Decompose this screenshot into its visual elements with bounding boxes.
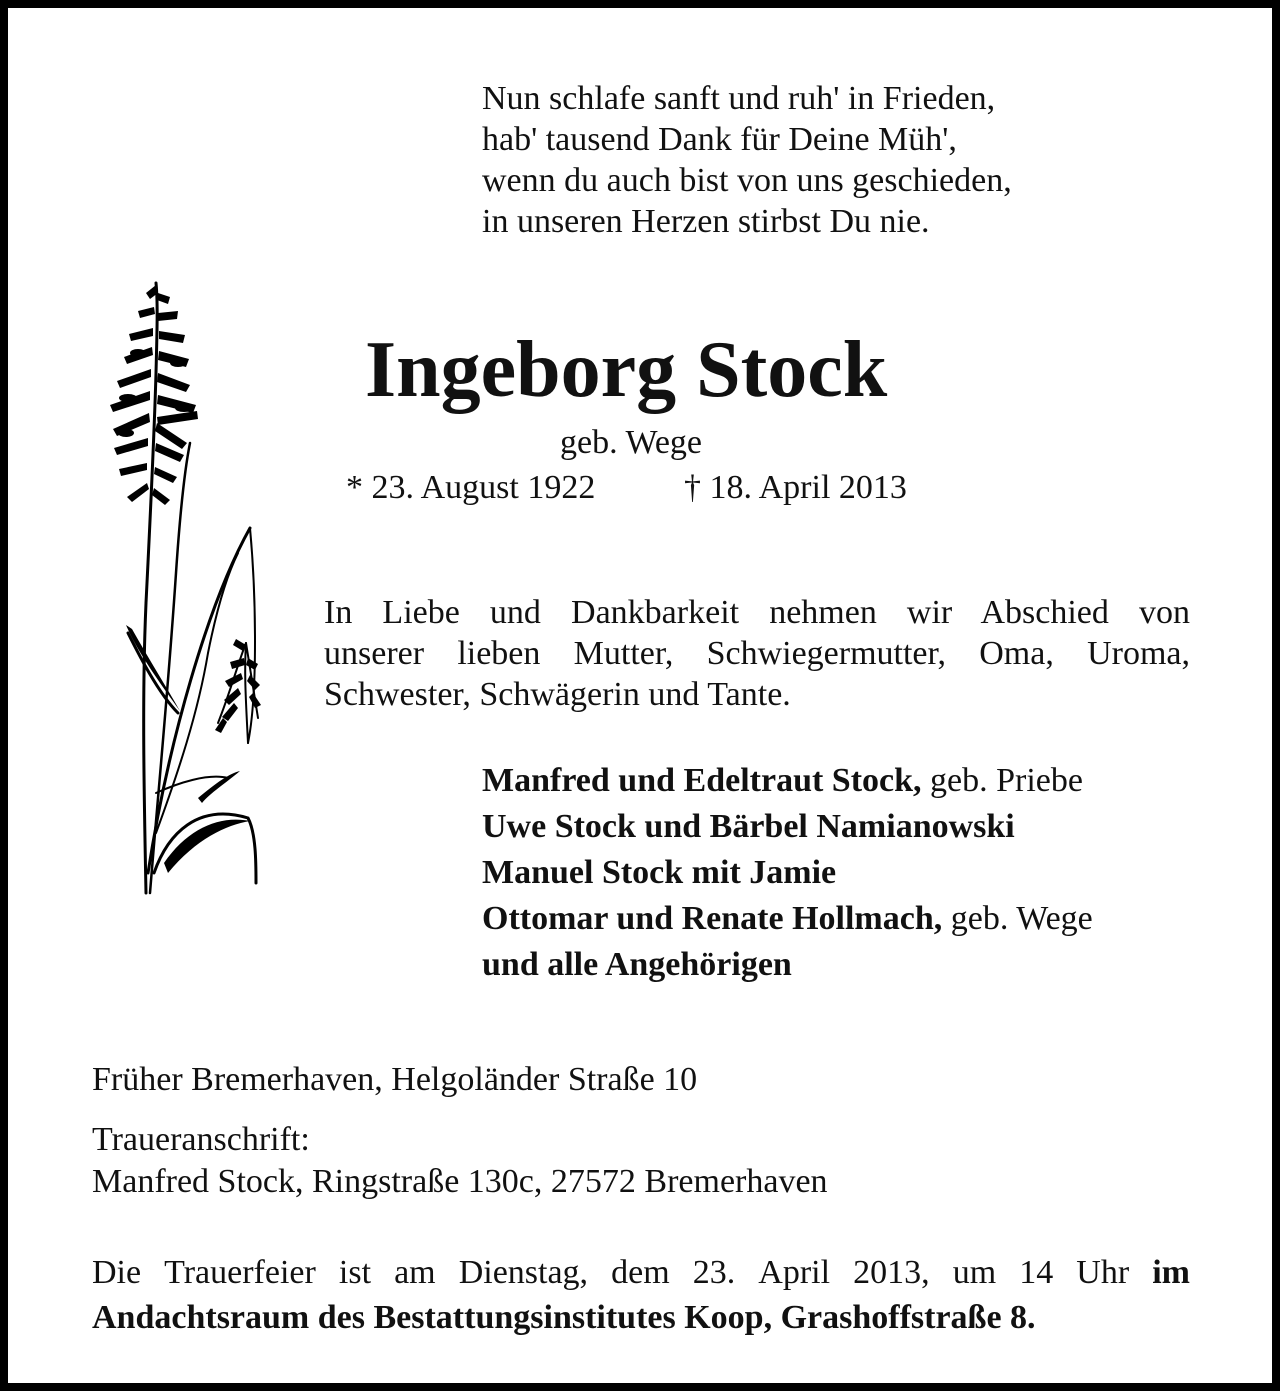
poem-line: wenn du auch bist von uns geschieden, xyxy=(482,162,1012,199)
service-word: 2013, xyxy=(853,1254,930,1291)
service-word: ist xyxy=(338,1254,372,1291)
family-signatures xyxy=(482,758,1093,988)
death-date: † 18. April 2013 xyxy=(684,469,907,506)
farewell-line: Schwester, Schwägerin und Tante. xyxy=(324,676,791,713)
mourning-address-value: Manfred Stock, Ringstraße 130c, 27572 Bremerhaven xyxy=(92,1163,828,1200)
farewell-line: In Liebe und Dankbarkeit nehmen wir Abschied von xyxy=(324,594,1190,631)
family-row xyxy=(482,942,1093,988)
service-word-bold: im xyxy=(1152,1254,1190,1291)
farewell-text xyxy=(324,592,1190,715)
former-address: Früher Bremerhaven, Helgoländer Straße 10 xyxy=(92,1061,698,1098)
service-line xyxy=(92,1250,1190,1295)
grass-stalks-icon xyxy=(98,273,273,903)
service-word: am xyxy=(394,1254,436,1291)
family-row xyxy=(482,804,1093,850)
funeral-service-info xyxy=(92,1250,1190,1340)
family-row xyxy=(482,850,1093,896)
family-names: Uwe Stock und Bärbel Namianowski xyxy=(482,808,1015,845)
service-word: 23. xyxy=(692,1254,736,1291)
service-word: April xyxy=(758,1254,831,1291)
memorial-poem xyxy=(482,78,1012,242)
family-names: Manfred und Edeltraut Stock, xyxy=(482,762,922,799)
service-word: Dienstag, xyxy=(458,1254,589,1291)
birth-date: * 23. August 1922 xyxy=(346,469,596,506)
deceased-name: Ingeborg Stock xyxy=(365,326,888,414)
family-row xyxy=(482,896,1093,942)
service-word: 14 xyxy=(1019,1254,1054,1291)
service-word: dem xyxy=(611,1254,670,1291)
family-names: Ottomar und Renate Hollmach, xyxy=(482,900,943,937)
family-names: Manuel Stock mit Jamie xyxy=(482,854,837,891)
mourning-address-label: Traueranschrift: xyxy=(92,1121,310,1158)
poem-line: hab' tausend Dank für Deine Müh', xyxy=(482,121,957,158)
maiden-name: geb. Wege xyxy=(560,424,703,461)
family-maiden: geb. Priebe xyxy=(921,762,1083,799)
farewell-line: unserer lieben Mutter, Schwiegermutter, Oma, Uroma, xyxy=(324,635,1190,672)
service-line xyxy=(92,1295,1190,1340)
service-word: Uhr xyxy=(1076,1254,1130,1291)
poem-line: in unseren Herzen stirbst Du nie. xyxy=(482,203,930,240)
poem-line: Nun schlafe sanft und ruh' in Frieden, xyxy=(482,80,996,117)
family-names: und alle Angehörigen xyxy=(482,946,792,983)
family-row xyxy=(482,758,1093,804)
service-word: um xyxy=(952,1254,997,1291)
service-location: Andachtsraum des Bestattungsinstitutes Koop, Grashoffstraße 8. xyxy=(92,1299,1036,1336)
family-maiden: geb. Wege xyxy=(942,900,1093,937)
mourning-address xyxy=(92,1119,828,1203)
service-word: Die xyxy=(92,1254,142,1291)
service-word: Trauerfeier xyxy=(164,1254,316,1291)
